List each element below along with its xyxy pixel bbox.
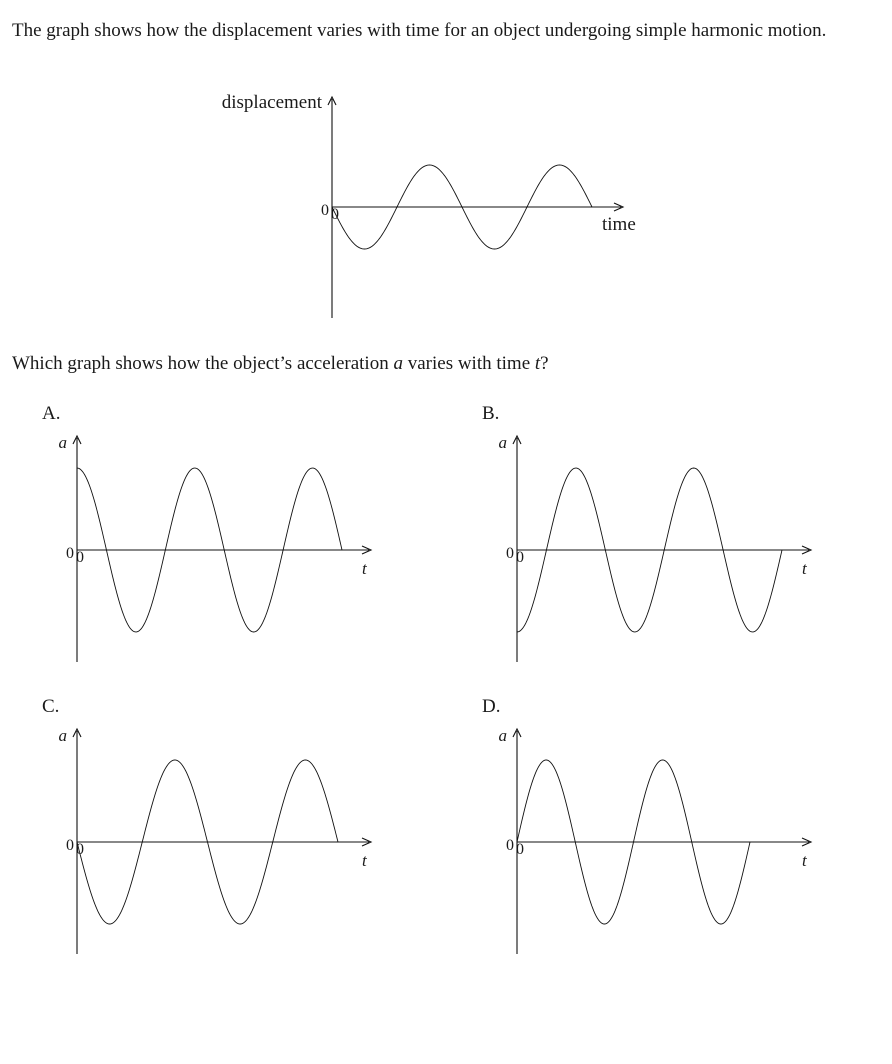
- b-origin-label-right: 0: [516, 549, 524, 566]
- option-c-label[interactable]: C.: [42, 696, 60, 717]
- a-origin-label-left: 0: [66, 545, 74, 562]
- d-origin-label-right: 0: [516, 841, 524, 858]
- c-x-label: t: [362, 851, 367, 870]
- prompt-middle: varies with time: [402, 353, 535, 374]
- d-y-label: a: [498, 726, 507, 745]
- b-x-label: t: [802, 559, 807, 578]
- d-origin-label-left: 0: [506, 837, 514, 854]
- a-origin-label-right: 0: [76, 549, 84, 566]
- prompt-suffix: ?: [540, 353, 549, 374]
- b-y-label: a: [498, 433, 507, 452]
- prompt-var-t: t: [534, 353, 541, 374]
- c-y-label: a: [58, 726, 67, 745]
- prompt-prefix: Which graph shows how the object’s acceleration: [12, 353, 394, 374]
- option-b-label[interactable]: B.: [482, 403, 500, 424]
- c-origin-label-left: 0: [66, 837, 74, 854]
- a-x-label: t: [362, 559, 367, 578]
- option-a-label[interactable]: A.: [42, 403, 61, 424]
- given-origin-label-left: 0: [321, 202, 329, 219]
- given-origin-label-right: 0: [331, 206, 339, 223]
- a-y-label: a: [58, 433, 67, 452]
- c-origin-label-right: 0: [76, 841, 84, 858]
- b-origin-label-left: 0: [506, 545, 514, 562]
- d-x-label: t: [802, 851, 807, 870]
- question-stem-text: The graph shows how the displacement varies with time for an object undergoing simple harmonic motion.: [12, 20, 827, 41]
- given-x-label: time: [602, 214, 636, 235]
- given-y-label: displacement: [221, 92, 322, 113]
- option-d-label[interactable]: D.: [482, 696, 501, 717]
- prompt-var-a: a: [393, 353, 403, 374]
